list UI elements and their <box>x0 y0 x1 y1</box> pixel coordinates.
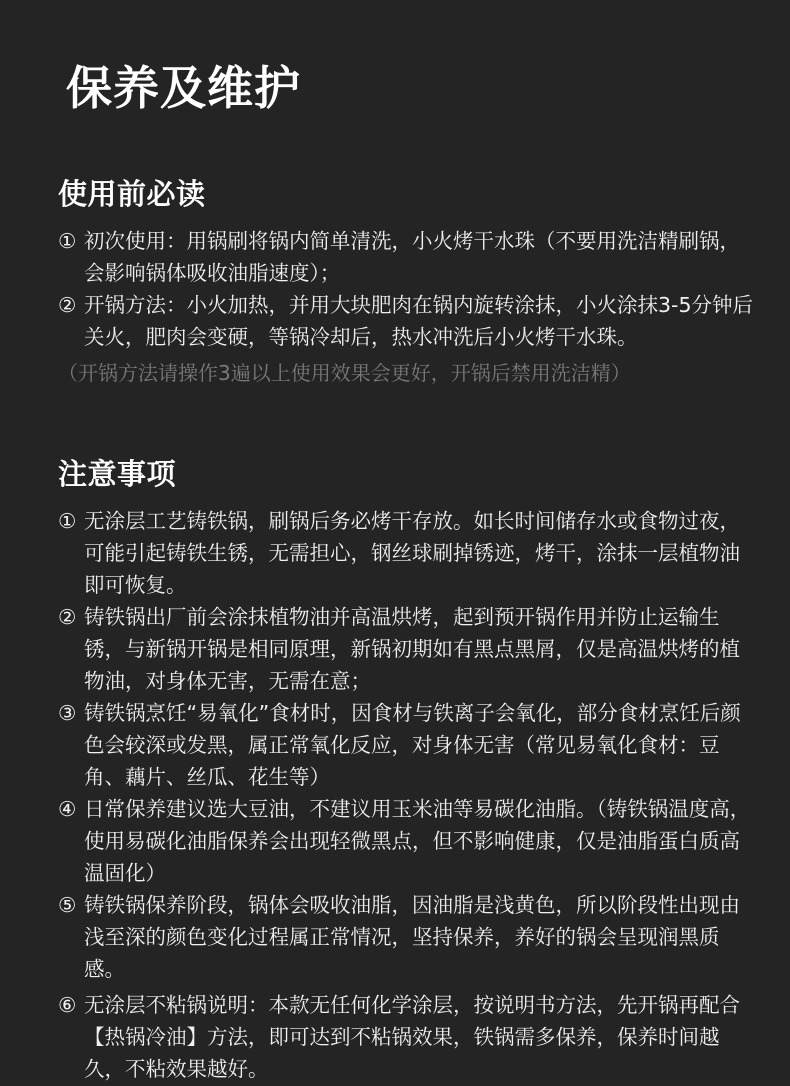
item-number: ④ <box>58 797 77 821</box>
item-number: ⑤ <box>58 893 77 917</box>
item-number: ③ <box>58 701 77 725</box>
item-text: 无涂层不粘锅说明：本款无任何化学涂层，按说明书方法，先开锅再配合【热锅冷油】方法，即可达到不粘锅效果，铁锅需多保养，保养时间越久，不粘效果越好。 <box>84 993 740 1081</box>
item-number: ② <box>58 605 77 629</box>
page-title: 保养及维护 <box>66 61 301 115</box>
item-text: 无涂层工艺铸铁锅，刷锅后务必烤干存放。如长时间储存水或食物过夜，可能引起铸铁生锈，无需担心，钢丝球刷掉锈迹，烤干，涂抹一层植物油即可恢复。 <box>84 509 740 597</box>
item-number: ⑥ <box>58 993 77 1017</box>
list-item <box>58 989 758 1085</box>
list-item <box>58 793 758 889</box>
list-item <box>58 889 758 985</box>
item-text: 日常保养建议选大豆油，不建议用玉米油等易碳化油脂。（铸铁锅温度高，使用易碳化油脂保养会出现轻微黑点，但不影响健康，仅是油脂蛋白质高温固化） <box>84 797 751 885</box>
item-number: ① <box>58 229 77 253</box>
note-text: （开锅方法请操作3遍以上使用效果会更好，开锅后禁用洗洁精） <box>58 361 631 385</box>
section-precautions <box>58 452 758 1085</box>
list-item <box>58 505 758 601</box>
item-number: ① <box>58 509 77 533</box>
list-item <box>58 225 758 289</box>
list-item <box>58 289 758 353</box>
section-before-use <box>58 172 758 389</box>
section-title: 使用前必读 <box>58 177 206 211</box>
list-item <box>58 697 758 793</box>
item-text: 铸铁锅出厂前会涂抹植物油并高温烘烤，起到预开锅作用并防止运输生锈，与新锅开锅是相同原理，新锅初期如有黑点黑屑，仅是高温烘烤的植物油，对身体无害，无需在意； <box>84 605 740 693</box>
section-title: 注意事项 <box>58 457 177 491</box>
list-item <box>58 601 758 697</box>
item-text: 铸铁锅保养阶段，锅体会吸收油脂，因油脂是浅黄色，所以阶段性出现由浅至深的颜色变化过程属正常情况，坚持保养，养好的锅会呈现润黑质感。 <box>84 893 740 981</box>
item-number: ② <box>58 293 77 317</box>
item-text: 铸铁锅烹饪“易氧化”食材时，因食材与铁离子会氧化，部分食材烹饪后颜色会较深或发黑，属正常氧化反应，对身体无害（常见易氧化食材：豆角、藕片、丝瓜、花生等） <box>84 701 741 789</box>
item-text: 初次使用：用锅刷将锅内简单清洗，小火烤干水珠（不要用洗洁精刷锅，会影响锅体吸收油脂速度）； <box>84 229 740 285</box>
item-text: 开锅方法：小火加热，并用大块肥肉在锅内旋转涂抹，小火涂抹3-5分钟后关火，肥肉会变硬，等锅冷却后，热水冲洗后小火烤干水珠。 <box>84 293 753 349</box>
